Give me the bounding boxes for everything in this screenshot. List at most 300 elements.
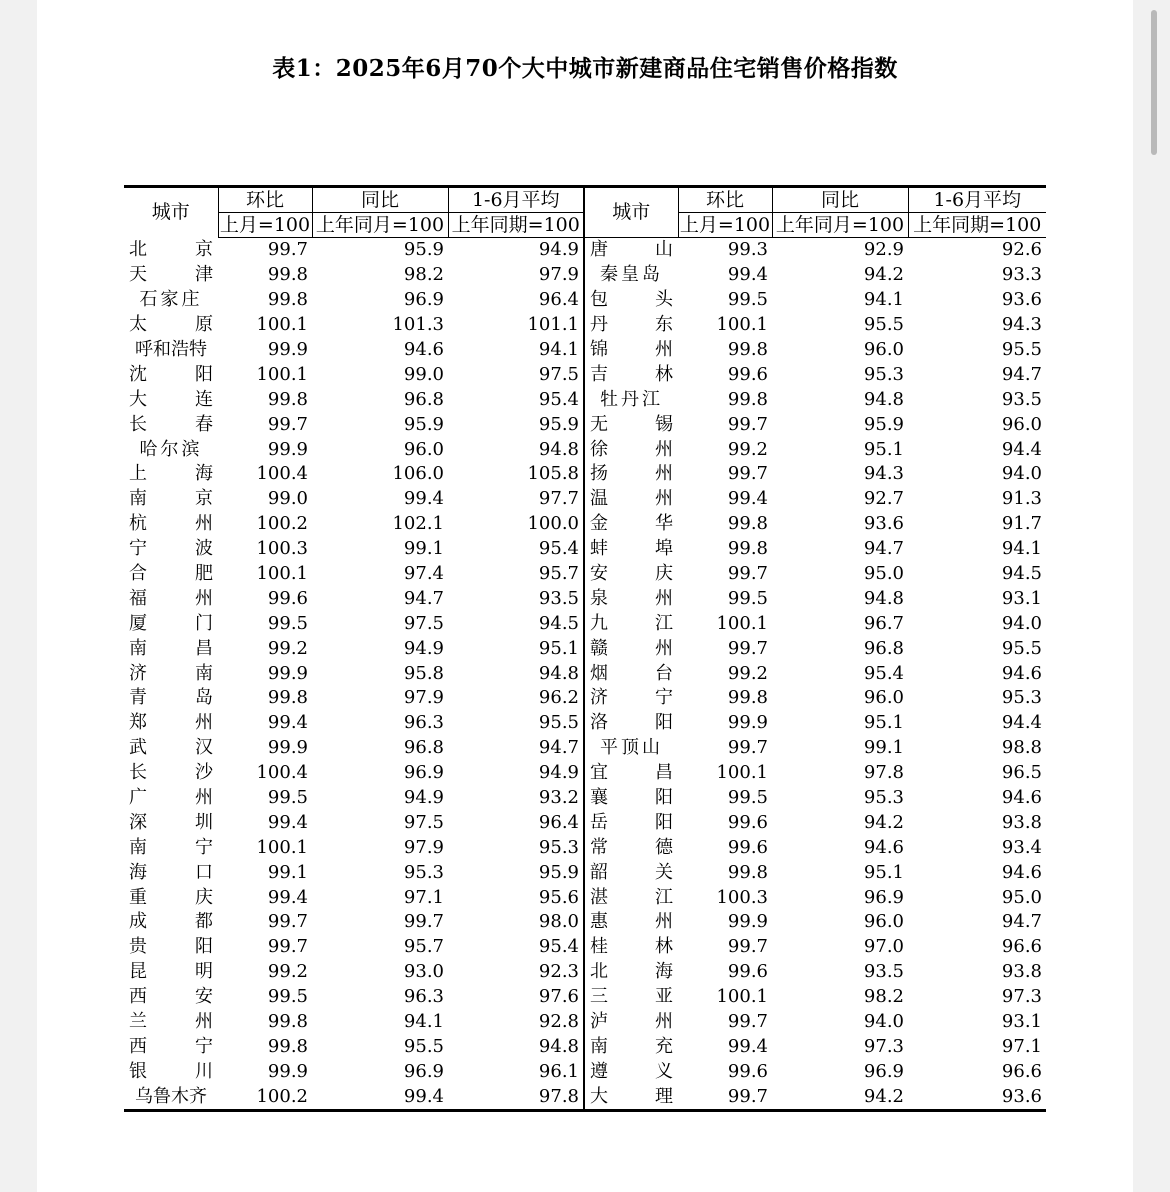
city-name: 包 头 — [584, 288, 678, 313]
header-yoy-base-right: 上年同月=100 — [772, 213, 908, 238]
city-name: 太 原 — [129, 314, 213, 336]
city-name: 合 肥 — [129, 563, 213, 585]
city-name: 成 都 — [129, 911, 213, 933]
city-name: 吉 林 — [584, 362, 678, 387]
mom-value: 99.4 — [267, 712, 308, 734]
city-name: 西 宁 — [129, 1035, 213, 1057]
city-name: 北 海 — [584, 960, 678, 985]
mom-value: 99.8 — [267, 1035, 308, 1057]
table-row — [124, 810, 1046, 835]
yoy-value: 95.0 — [863, 563, 904, 585]
city-name: 湛 江 — [584, 885, 678, 910]
mom-value: 99.8 — [267, 1011, 308, 1033]
mom-value: 99.8 — [727, 339, 768, 360]
mom-value: 99.8 — [727, 861, 768, 883]
city-name: 襄 阳 — [584, 786, 678, 811]
yoy-value: 94.0 — [863, 1011, 904, 1033]
city-name: 哈尔滨 — [139, 438, 203, 460]
avg-value: 98.8 — [1001, 737, 1042, 759]
city-name: 沈 阳 — [129, 363, 213, 385]
yoy-value: 95.9 — [863, 413, 904, 435]
table-row — [124, 960, 1046, 985]
yoy-value: 98.2 — [863, 986, 904, 1008]
mom-value: 100.1 — [716, 986, 768, 1008]
table-row — [124, 985, 1046, 1010]
yoy-value: 94.2 — [863, 264, 904, 286]
mom-value: 99.8 — [267, 289, 308, 311]
yoy-value: 99.0 — [403, 363, 444, 385]
mom-value: 99.7 — [267, 239, 308, 261]
avg-value: 94.6 — [1001, 662, 1042, 684]
city-name: 秦皇岛 — [584, 263, 678, 288]
header-yoy-left: 同比 — [312, 187, 448, 213]
yoy-value: 96.3 — [403, 712, 444, 734]
mom-value: 99.7 — [727, 637, 768, 659]
city-name: 惠 州 — [584, 910, 678, 935]
mom-value: 99.6 — [267, 587, 308, 609]
mom-value: 99.7 — [267, 911, 308, 933]
city-name: 南 充 — [584, 1035, 678, 1060]
yoy-value: 92.7 — [863, 488, 904, 510]
avg-value: 95.5 — [538, 712, 579, 734]
mom-value: 99.4 — [267, 886, 308, 908]
city-name: 赣 州 — [584, 636, 678, 661]
city-name: 青 岛 — [129, 687, 213, 709]
city-name: 郑 州 — [129, 712, 213, 734]
mom-value: 100.2 — [256, 1085, 308, 1107]
avg-value: 95.6 — [538, 886, 579, 908]
header-avg-right: 1-6月平均 — [908, 187, 1046, 213]
table-row — [124, 885, 1046, 910]
header-yoy-right: 同比 — [772, 187, 908, 213]
avg-value: 95.3 — [538, 836, 579, 858]
table-row — [124, 412, 1046, 437]
mom-value: 99.8 — [727, 687, 768, 709]
avg-value: 92.6 — [1001, 239, 1042, 261]
table-row — [124, 1035, 1046, 1060]
city-name: 昆 明 — [129, 961, 213, 983]
avg-value: 94.7 — [1001, 363, 1042, 385]
mom-value: 100.2 — [256, 513, 308, 535]
yoy-value: 96.9 — [403, 762, 444, 784]
yoy-value: 101.3 — [392, 314, 444, 336]
yoy-value: 96.9 — [403, 1060, 444, 1082]
yoy-value: 97.4 — [403, 563, 444, 585]
avg-value: 96.0 — [1001, 413, 1042, 435]
yoy-value: 95.3 — [863, 363, 904, 385]
header-avg-left: 1-6月平均 — [448, 187, 584, 213]
mom-value: 99.6 — [727, 1060, 768, 1082]
yoy-value: 98.2 — [403, 264, 444, 286]
yoy-value: 97.3 — [863, 1035, 904, 1057]
yoy-value: 96.9 — [863, 1060, 904, 1082]
table-row — [124, 362, 1046, 387]
header-mom-left: 环比 — [218, 187, 312, 213]
yoy-value: 97.9 — [403, 687, 444, 709]
mom-value: 99.5 — [267, 787, 308, 809]
avg-value: 95.0 — [1001, 886, 1042, 908]
yoy-value: 96.0 — [863, 339, 904, 360]
avg-value: 98.0 — [538, 911, 579, 933]
avg-value: 95.1 — [538, 637, 579, 659]
avg-value: 95.5 — [1001, 637, 1042, 659]
mom-value: 99.6 — [727, 811, 768, 833]
mom-value: 99.5 — [267, 986, 308, 1008]
city-name: 遵 义 — [584, 1059, 678, 1084]
avg-value: 93.1 — [1001, 587, 1042, 609]
city-name: 南 京 — [129, 488, 213, 510]
avg-value: 94.7 — [538, 737, 579, 759]
avg-value: 100.0 — [527, 513, 579, 535]
mom-value: 100.1 — [716, 612, 768, 634]
table-row — [124, 736, 1046, 761]
table-row — [124, 263, 1046, 288]
header-city-left: 城市 — [151, 201, 190, 224]
table-row — [124, 313, 1046, 338]
city-name: 蚌 埠 — [584, 537, 678, 562]
mom-value: 99.5 — [727, 587, 768, 609]
yoy-value: 93.6 — [863, 513, 904, 535]
mom-value: 99.9 — [267, 737, 308, 759]
avg-value: 92.3 — [538, 961, 579, 983]
yoy-value: 99.1 — [863, 737, 904, 759]
city-name: 常 德 — [584, 835, 678, 860]
mom-value: 100.1 — [256, 836, 308, 858]
avg-value: 97.1 — [1001, 1035, 1042, 1057]
mom-value: 100.1 — [716, 314, 768, 336]
table-row — [124, 611, 1046, 636]
yoy-value: 95.7 — [403, 936, 444, 958]
mom-value: 99.8 — [727, 513, 768, 535]
mom-value: 99.7 — [727, 463, 768, 485]
mom-value: 99.6 — [727, 961, 768, 983]
city-name: 深 圳 — [129, 811, 213, 833]
mom-value: 99.7 — [727, 1085, 768, 1107]
avg-value: 94.6 — [1001, 861, 1042, 883]
city-name: 西 安 — [129, 986, 213, 1008]
city-name: 唐 山 — [584, 238, 678, 263]
yoy-value: 106.0 — [392, 463, 444, 485]
mom-value: 100.1 — [256, 363, 308, 385]
header-mom-base-left: 上月=100 — [219, 213, 311, 236]
mom-value: 99.7 — [267, 936, 308, 958]
avg-value: 96.6 — [1001, 936, 1042, 958]
avg-value: 96.4 — [538, 289, 579, 311]
avg-value: 94.0 — [1001, 463, 1042, 485]
city-name: 长 春 — [129, 413, 213, 435]
yoy-value: 94.6 — [863, 836, 904, 858]
city-name: 海 口 — [129, 861, 213, 883]
table-row — [124, 636, 1046, 661]
avg-value: 94.3 — [1001, 314, 1042, 336]
table-row — [124, 1010, 1046, 1035]
city-name: 温 州 — [584, 487, 678, 512]
yoy-value: 94.7 — [403, 587, 444, 609]
yoy-value: 96.0 — [863, 911, 904, 933]
header-avg-base-left: 上年同期=100 — [448, 213, 584, 238]
avg-value: 94.4 — [1001, 712, 1042, 734]
yoy-value: 93.0 — [403, 961, 444, 983]
avg-value: 93.6 — [1001, 1085, 1042, 1107]
city-name: 兰 州 — [129, 1011, 213, 1033]
avg-value: 97.6 — [538, 986, 579, 1008]
city-name: 杭 州 — [129, 513, 213, 535]
table-row — [124, 1059, 1046, 1084]
mom-value: 99.5 — [727, 787, 768, 809]
city-name: 泉 州 — [584, 586, 678, 611]
avg-value: 94.0 — [1001, 612, 1042, 634]
yoy-value: 95.9 — [403, 239, 444, 261]
yoy-value: 94.9 — [403, 787, 444, 809]
avg-value: 96.5 — [1001, 762, 1042, 784]
avg-value: 94.7 — [1001, 911, 1042, 933]
city-name: 扬 州 — [584, 462, 678, 487]
city-name: 徐 州 — [584, 437, 678, 462]
yoy-value: 92.9 — [863, 239, 904, 261]
yoy-value: 97.9 — [403, 836, 444, 858]
yoy-value: 97.5 — [403, 811, 444, 833]
avg-value: 93.8 — [1001, 961, 1042, 983]
city-name: 南 宁 — [129, 836, 213, 858]
yoy-value: 96.3 — [403, 986, 444, 1008]
avg-value: 91.3 — [1001, 488, 1042, 510]
avg-value: 93.5 — [1001, 388, 1042, 410]
avg-value: 96.4 — [538, 811, 579, 833]
mom-value: 99.5 — [727, 289, 768, 311]
yoy-value: 94.9 — [403, 637, 444, 659]
yoy-value: 95.1 — [863, 712, 904, 734]
yoy-value: 94.2 — [863, 811, 904, 833]
avg-value: 95.5 — [1001, 339, 1042, 360]
mom-value: 100.4 — [256, 463, 308, 485]
avg-value: 95.4 — [538, 936, 579, 958]
city-name: 九 江 — [584, 611, 678, 636]
yoy-value: 99.4 — [403, 1085, 444, 1107]
city-name: 厦 门 — [129, 612, 213, 634]
table-row — [124, 786, 1046, 811]
avg-value: 97.7 — [538, 488, 579, 510]
city-name: 泸 州 — [584, 1010, 678, 1035]
mom-value: 99.6 — [727, 836, 768, 858]
mom-value: 99.9 — [267, 339, 308, 360]
mom-value: 99.8 — [267, 388, 308, 410]
mom-value: 99.7 — [727, 413, 768, 435]
yoy-value: 96.8 — [403, 388, 444, 410]
mom-value: 99.7 — [727, 737, 768, 759]
yoy-value: 96.7 — [863, 612, 904, 634]
avg-value: 94.4 — [1001, 438, 1042, 460]
avg-value: 93.5 — [538, 587, 579, 609]
yoy-value: 95.1 — [863, 861, 904, 883]
mom-value: 99.2 — [727, 662, 768, 684]
city-name: 韶 关 — [584, 860, 678, 885]
avg-value: 95.9 — [538, 861, 579, 883]
table-body — [124, 238, 1046, 1111]
header-yoy-base-left: 上年同月=100 — [312, 213, 448, 238]
city-name: 北 京 — [129, 239, 213, 261]
avg-value: 94.8 — [538, 662, 579, 684]
city-name: 石家庄 — [139, 289, 203, 311]
yoy-value: 94.1 — [863, 289, 904, 311]
city-name: 天 津 — [129, 264, 213, 286]
yoy-value: 93.5 — [863, 961, 904, 983]
city-name: 南 昌 — [129, 637, 213, 659]
mom-value: 99.7 — [267, 413, 308, 435]
table-row — [124, 711, 1046, 736]
avg-value: 94.1 — [538, 339, 579, 360]
table-row — [124, 761, 1046, 786]
mom-value: 99.4 — [727, 488, 768, 510]
yoy-value: 102.1 — [392, 513, 444, 535]
table-row — [124, 462, 1046, 487]
yoy-value: 94.2 — [863, 1085, 904, 1107]
mom-value: 99.4 — [727, 1035, 768, 1057]
mom-value: 99.0 — [267, 488, 308, 510]
yoy-value: 97.8 — [863, 762, 904, 784]
mom-value: 99.5 — [267, 612, 308, 634]
city-name: 牡丹江 — [584, 387, 678, 412]
avg-value: 95.3 — [1001, 687, 1042, 709]
avg-value: 93.1 — [1001, 1011, 1042, 1033]
yoy-value: 94.3 — [863, 463, 904, 485]
yoy-value: 94.8 — [863, 388, 904, 410]
avg-value: 94.6 — [1001, 787, 1042, 809]
yoy-value: 96.8 — [863, 637, 904, 659]
table-row — [124, 835, 1046, 860]
table-row — [124, 537, 1046, 562]
mom-value: 99.8 — [727, 388, 768, 410]
mom-value: 99.1 — [267, 861, 308, 883]
city-name: 上 海 — [129, 463, 213, 485]
city-name: 桂 林 — [584, 935, 678, 960]
yoy-value: 95.3 — [863, 787, 904, 809]
yoy-value: 97.5 — [403, 612, 444, 634]
avg-value: 94.9 — [538, 239, 579, 261]
table-row — [124, 238, 1046, 263]
city-name: 贵 阳 — [129, 936, 213, 958]
avg-value: 96.1 — [538, 1060, 579, 1082]
mom-value: 99.8 — [267, 687, 308, 709]
avg-value: 94.8 — [538, 438, 579, 460]
table-row — [124, 288, 1046, 313]
yoy-value: 95.3 — [403, 861, 444, 883]
yoy-value: 99.7 — [403, 911, 444, 933]
mom-value: 99.9 — [267, 438, 308, 460]
city-name: 武 汉 — [129, 737, 213, 759]
mom-value: 99.9 — [267, 1060, 308, 1082]
avg-value: 94.5 — [1001, 563, 1042, 585]
city-name: 济 南 — [129, 662, 213, 684]
city-name: 呼和浩特 — [135, 339, 207, 360]
city-name: 安 庆 — [584, 562, 678, 587]
city-name: 烟 台 — [584, 661, 678, 686]
avg-value: 96.2 — [538, 687, 579, 709]
yoy-value: 96.8 — [403, 737, 444, 759]
table-row — [124, 487, 1046, 512]
yoy-value: 96.9 — [403, 289, 444, 311]
table-row — [124, 387, 1046, 412]
avg-value: 105.8 — [527, 463, 579, 485]
city-name: 长 沙 — [129, 762, 213, 784]
header-mom-base-right: 上月=100 — [679, 213, 771, 236]
avg-value: 97.9 — [538, 264, 579, 286]
price-index-table — [124, 185, 1046, 1112]
avg-value: 93.6 — [1001, 289, 1042, 311]
avg-value: 95.4 — [538, 538, 579, 560]
table-row — [124, 437, 1046, 462]
table-row — [124, 860, 1046, 885]
table-row — [124, 686, 1046, 711]
table-row — [124, 512, 1046, 537]
city-name: 银 川 — [129, 1060, 213, 1082]
yoy-value: 99.4 — [403, 488, 444, 510]
mom-value: 99.3 — [727, 239, 768, 261]
yoy-value: 94.8 — [863, 587, 904, 609]
mom-value: 99.2 — [727, 438, 768, 460]
mom-value: 99.8 — [267, 264, 308, 286]
city-name: 宁 波 — [129, 538, 213, 560]
city-name: 岳 阳 — [584, 810, 678, 835]
table-row — [124, 562, 1046, 587]
city-name: 金 华 — [584, 512, 678, 537]
yoy-value: 97.1 — [403, 886, 444, 908]
avg-value: 94.1 — [1001, 538, 1042, 560]
yoy-value: 97.0 — [863, 936, 904, 958]
table-row — [124, 661, 1046, 686]
mom-value: 100.3 — [716, 886, 768, 908]
yoy-value: 96.0 — [863, 687, 904, 709]
city-name: 平顶山 — [584, 736, 678, 761]
avg-value: 93.8 — [1001, 811, 1042, 833]
avg-value: 95.7 — [538, 563, 579, 585]
city-name: 三 亚 — [584, 985, 678, 1010]
avg-value: 97.5 — [538, 363, 579, 385]
yoy-value: 95.8 — [403, 662, 444, 684]
yoy-value: 95.4 — [863, 662, 904, 684]
mom-value: 100.1 — [256, 563, 308, 585]
avg-value: 101.1 — [527, 314, 579, 336]
mom-value: 99.2 — [267, 961, 308, 983]
mom-value: 99.8 — [727, 538, 768, 560]
table-row — [124, 338, 1046, 363]
avg-value: 93.4 — [1001, 836, 1042, 858]
header-city-right: 城市 — [584, 187, 678, 238]
yoy-value: 95.5 — [403, 1035, 444, 1057]
city-name: 福 州 — [129, 587, 213, 609]
avg-value: 93.3 — [1001, 264, 1042, 286]
header-avg-base-right: 上年同期=100 — [908, 213, 1046, 238]
table-row — [124, 1084, 1046, 1110]
table-row — [124, 910, 1046, 935]
city-name: 广 州 — [129, 787, 213, 809]
avg-value: 94.9 — [538, 762, 579, 784]
yoy-value: 94.6 — [403, 339, 444, 360]
city-name: 济 宁 — [584, 686, 678, 711]
mom-value: 99.9 — [727, 712, 768, 734]
avg-value: 97.3 — [1001, 986, 1042, 1008]
avg-value: 93.2 — [538, 787, 579, 809]
yoy-value: 95.5 — [863, 314, 904, 336]
table-title: 表1：2025年6月70个大中城市新建商品住宅销售价格指数 — [272, 55, 898, 82]
header-mom-right: 环比 — [678, 187, 772, 213]
mom-value: 99.7 — [727, 1011, 768, 1033]
avg-value: 92.8 — [538, 1011, 579, 1033]
mom-value: 100.1 — [256, 314, 308, 336]
yoy-value: 94.7 — [863, 538, 904, 560]
yoy-value: 96.9 — [863, 886, 904, 908]
city-name: 乌鲁木齐 — [135, 1085, 207, 1107]
mom-value: 99.9 — [267, 662, 308, 684]
